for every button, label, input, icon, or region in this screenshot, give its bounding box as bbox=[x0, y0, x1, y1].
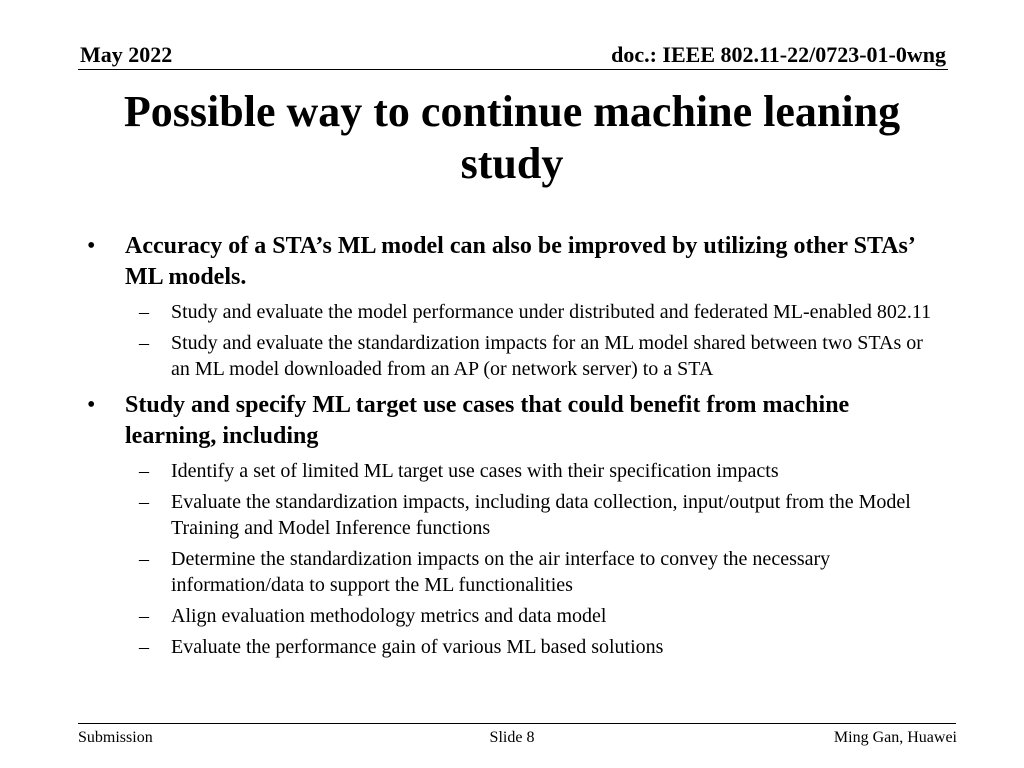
footer-submission: Submission bbox=[78, 729, 153, 746]
dash-icon: – bbox=[139, 332, 149, 354]
dash-icon: – bbox=[139, 636, 149, 658]
sub-bullet-2-3 bbox=[84, 546, 944, 598]
bullet-1-text: Accuracy of a STA’s ML model can also be improved by utilizing other STAs’ ML models. bbox=[125, 233, 915, 290]
sub-bullet-2-5 bbox=[84, 634, 944, 660]
sub-bullet-2-4 bbox=[84, 603, 944, 629]
dash-icon: – bbox=[139, 460, 149, 482]
header-divider bbox=[78, 69, 948, 70]
sub-bullet-text: Evaluate the performance gain of various ML based solutions bbox=[171, 636, 664, 658]
sub-bullet-2-2 bbox=[84, 489, 944, 541]
bullet-dot-icon: • bbox=[87, 233, 96, 259]
sub-bullet-text: Determine the standardization impacts on the air interface to convey the necessary information/data to support the ML functionalities bbox=[171, 548, 831, 596]
slide-body bbox=[84, 229, 944, 660]
header-doc-id: doc.: IEEE 802.11-22/0723-01-0wng bbox=[611, 42, 946, 67]
slide-title: Possible way to continue machine leaning study bbox=[123, 87, 901, 188]
dash-icon: – bbox=[139, 491, 149, 513]
footer-slide-number: Slide 8 bbox=[489, 729, 535, 746]
dash-icon: – bbox=[139, 548, 149, 570]
bullet-2 bbox=[84, 390, 944, 452]
bullet-1 bbox=[84, 231, 944, 293]
sub-bullet-1-1 bbox=[84, 299, 944, 325]
header-date: May 2022 bbox=[80, 42, 173, 67]
sub-bullet-2-1 bbox=[84, 458, 944, 484]
dash-icon: – bbox=[139, 605, 149, 627]
sub-bullet-text: Study and evaluate the model performance under distributed and federated ML-enabled 802.11 bbox=[171, 301, 932, 323]
footer-author: Ming Gan, Huawei bbox=[833, 729, 957, 746]
footer-divider bbox=[78, 723, 956, 724]
bullet-dot-icon: • bbox=[87, 392, 96, 418]
sub-bullet-text: Align evaluation methodology metrics and data model bbox=[171, 605, 607, 627]
sub-bullet-text: Evaluate the standardization impacts, including data collection, input/output from the Model Training and Model Inference functions bbox=[171, 491, 911, 539]
dash-icon: – bbox=[139, 301, 149, 323]
sub-bullet-1-2 bbox=[84, 330, 944, 382]
bullet-2-text: Study and specify ML target use cases that could benefit from machine learning, including bbox=[125, 392, 850, 449]
sub-bullet-text: Study and evaluate the standardization impacts for an ML model shared between two STAs or an ML model downloaded from an AP (or network server) to a STA bbox=[171, 332, 923, 380]
sub-bullet-text: Identify a set of limited ML target use cases with their specification impacts bbox=[171, 460, 779, 482]
